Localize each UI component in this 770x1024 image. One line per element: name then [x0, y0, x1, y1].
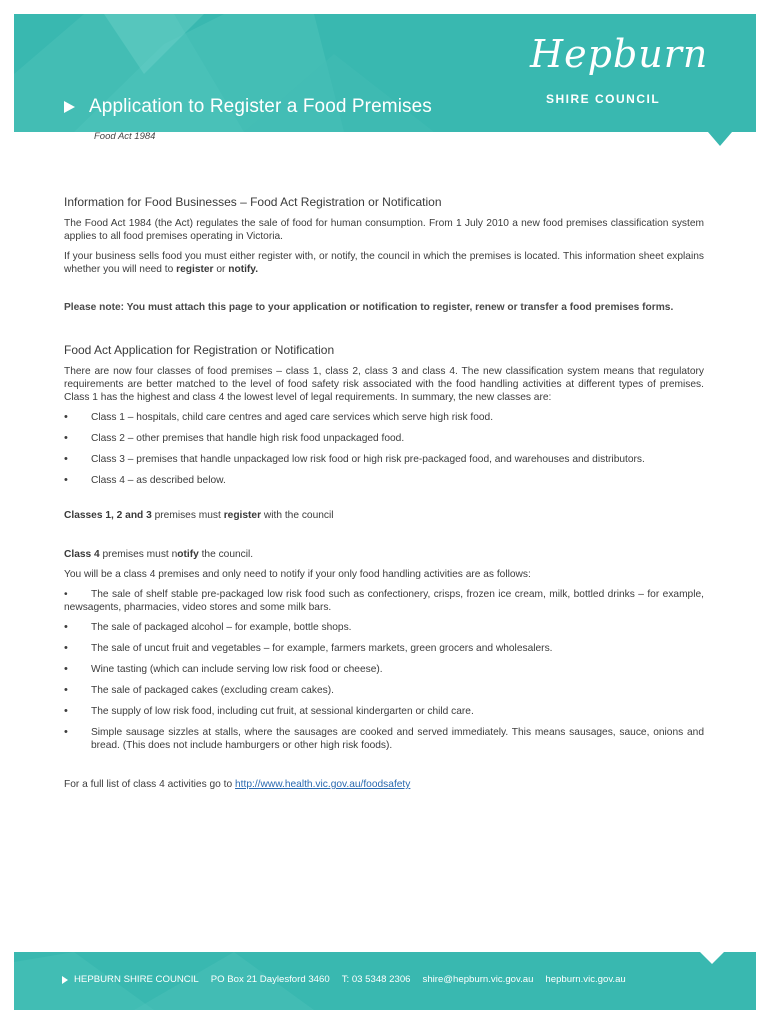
foodsafety-link[interactable]: http://www.health.vic.gov.au/foodsafety — [235, 779, 411, 790]
list-item: • The sale of uncut fruit and vegetables – for example, farmers markets, green grocers and wholesalers. — [64, 642, 704, 655]
section1-paragraph-1: The Food Act 1984 (the Act) regulates the sale of food for human consumption. From 1 July 2010 a new food premises classification system applies to all food premises operating in Victoria. — [64, 218, 704, 242]
council-logo — [530, 32, 718, 112]
register-end: with the council — [261, 510, 334, 521]
list-item: • Class 3 – premises that handle unpackaged low risk food or high risk pre-packaged food, and warehouses and distributors. — [64, 453, 704, 466]
section1-paragraph-2 — [64, 250, 704, 276]
full-list-text: For a full list of class 4 activities go to — [64, 779, 235, 790]
list-item: • Class 1 – hospitals, child care centres and aged care services which serve high risk food. — [64, 411, 704, 424]
main-content — [64, 196, 704, 798]
section1-heading: Information for Food Businesses – Food Act Registration or Notification — [64, 195, 442, 209]
act-subtitle: Food Act 1984 — [94, 131, 156, 142]
list-item: • Class 4 – as described below. — [64, 474, 704, 487]
class4-mid: premises must n — [99, 549, 178, 560]
class4-end: the council. — [198, 549, 254, 560]
play-triangle-icon — [64, 101, 75, 113]
title-row — [64, 96, 432, 118]
list-item: • Simple sausage sizzles at stalls, where the sausages are cooked and served immediately. This means sausages, sauce, onions and bread. (This does not include hamburgers or other high risk foods). — [64, 726, 704, 752]
register-mid: premises must — [151, 510, 224, 521]
list-item: • Wine tasting (which can include serving low risk food or cheese). — [64, 663, 704, 676]
footer-org: HEPBURN SHIRE COUNCIL — [74, 974, 199, 985]
logo-subtitle: SHIRE COUNCIL — [546, 92, 661, 106]
p2-notify: notify. — [228, 264, 259, 275]
please-note: Please note: You must attach this page to your application or notification to register, renew or transfer a food premises forms. — [64, 302, 674, 313]
section2-intro: There are now four classes of food premises – class 1, class 2, class 3 and class 4. The new classification system means that regulatory requirements are better matched to the level of food safety risk associated with the food handling activities at different types of premises. Class 1 has the highest and class 4 the lowest level of legal requirements. In summary, the new classes are: — [64, 366, 704, 403]
footer-email[interactable]: shire@hepburn.vic.gov.au — [422, 974, 534, 985]
logo-wordmark: Hepburn — [530, 32, 709, 76]
class4-intro: You will be a class 4 premises and only need to notify if your only food handling activities are as follows: — [64, 569, 531, 580]
list-item: • The sale of packaged cakes (excluding cream cakes). — [64, 684, 704, 697]
class4-line — [64, 548, 704, 561]
p2-register: register — [176, 264, 214, 275]
class4-bold: Class 4 — [64, 549, 100, 560]
list-item: • The sale of packaged alcohol – for example, bottle shops. — [64, 621, 704, 634]
list-item: • Class 2 – other premises that handle high risk food unpackaged food. — [64, 432, 704, 445]
register-bold: Classes 1, 2 and 3 — [64, 510, 152, 521]
list-item: • The sale of shelf stable pre-packaged low risk food such as confectionery, crisps, frozen ice cream, milk, bottled drinks – for example, newsagents, pharmacies, video stores and some milk bars. — [64, 589, 704, 613]
full-list-line — [64, 778, 704, 791]
activities-list — [64, 621, 704, 752]
page-title: Application to Register a Food Premises — [89, 96, 432, 117]
first-activity: The sale of shelf stable pre-packaged low risk food such as confectionery, crisps, frozen ice cream, milk, bottled drinks – for example, newsagents, pharmacies, video stores and some milk bars. — [64, 589, 704, 613]
footer-po: PO Box 21 Daylesford 3460 — [210, 974, 330, 985]
p2-or: or — [213, 264, 229, 275]
classes-list — [64, 411, 704, 487]
p2-text: If your business sells food you must either register with, or notify, the council in which the premises is located. This information sheet explains whether you will need to — [64, 251, 704, 275]
footer-contact — [62, 974, 638, 985]
list-item: • The supply of low risk food, including cut fruit, at sessional kindergarten or child care. — [64, 705, 704, 718]
play-triangle-icon — [62, 976, 68, 984]
class4-bold2: otify — [177, 549, 199, 560]
footer-phone: T: 03 5348 2306 — [341, 974, 411, 985]
register-line — [64, 509, 704, 522]
section2-heading: Food Act Application for Registration or Notification — [64, 343, 335, 357]
header-band — [14, 14, 756, 132]
register-bold2: register — [223, 510, 262, 521]
footer-web[interactable]: hepburn.vic.gov.au — [545, 974, 626, 985]
document-page — [14, 14, 756, 1010]
